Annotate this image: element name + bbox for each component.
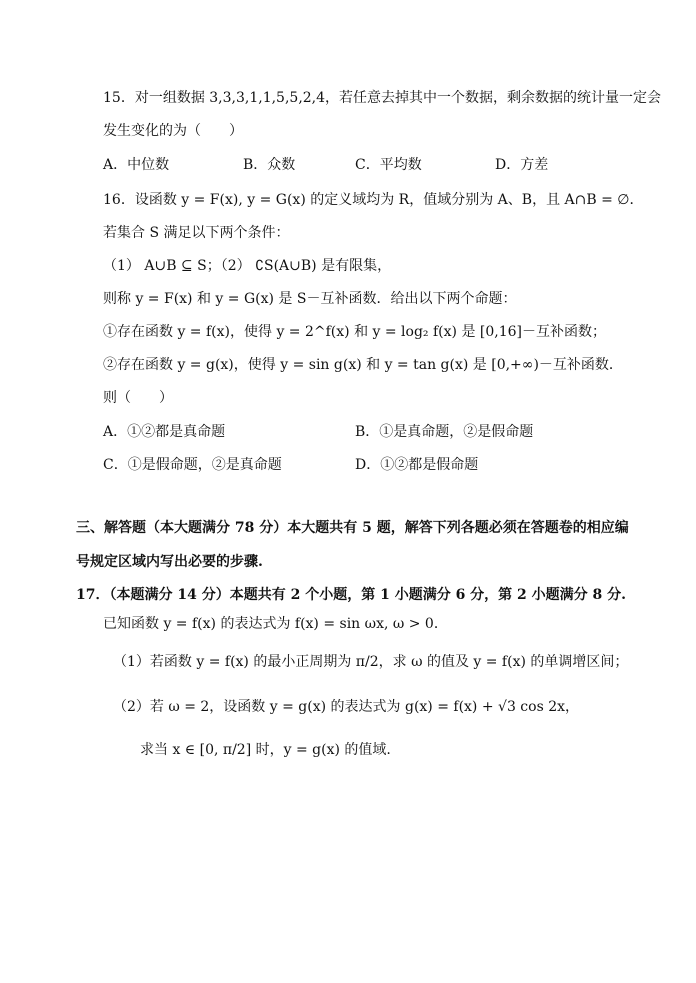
- q17-line5: 求当 x ∈ [0, π/2] 时，y = g(x) 的值域.: [140, 742, 391, 758]
- q16-line2: 若集合 S 满足以下两个条件：: [103, 225, 290, 241]
- q17-line2: 已知函数 y = f(x) 的表达式为 f(x) = sin ωx, ω > 0．: [103, 616, 448, 632]
- q15-option-b: B．众数: [243, 157, 296, 173]
- q16-line7: 则（ ）: [103, 390, 173, 406]
- q16-line3: （1） A∪B ⊆ S；（2） ∁S(A∪B) 是有限集，: [103, 258, 392, 274]
- q17-line4: （2）若 ω = 2，设函数 y = g(x) 的表达式为 g(x) = f(x) + √3 cos 2x，: [113, 699, 580, 715]
- section3-heading-line2: 号规定区域内写出必要的步骤.: [76, 554, 263, 570]
- q17-line3: （1）若函数 y = f(x) 的最小正周期为 π/2，求 ω 的值及 y = f(x) 的单调增区间；: [113, 654, 629, 670]
- q15-line2: 发生变化的为（ ）: [103, 123, 243, 139]
- q16-line5: ①存在函数 y = f(x)，使得 y = 2^f(x) 和 y = log₂ f(x) 是 [0,16]－互补函数；: [103, 324, 606, 340]
- q16-option-d: D．①②都是假命题: [355, 457, 479, 473]
- q17-line1: 17．（本题满分 14 分）本题共有 2 个小题，第 1 小题满分 6 分，第 2 小题满分 8 分.: [76, 587, 627, 603]
- q16-option-a: A．①②都是真命题: [103, 424, 226, 440]
- q15-line1: 15．对一组数据 3,3,3,1,1,5,5,2,4，若任意去掉其中一个数据，剩余数据的统计量一定会: [103, 90, 662, 106]
- q15-option-a: A．中位数: [103, 157, 170, 173]
- q16-option-b: B．①是真命题，②是假命题: [355, 424, 534, 440]
- section3-heading-line1: 三、解答题（本大题满分 78 分）本大题共有 5 题，解答下列各题必须在答题卷的相应编: [76, 520, 629, 536]
- q15-option-d: D．方差: [495, 157, 549, 173]
- q15-option-c: C．平均数: [355, 157, 422, 173]
- q16-line4: 则称 y = F(x) 和 y = G(x) 是 S－互补函数．给出以下两个命题：: [103, 291, 517, 307]
- q16-option-c: C．①是假命题，②是真命题: [103, 457, 282, 473]
- q16-line6: ②存在函数 y = g(x)，使得 y = sin g(x) 和 y = tan g(x) 是 [0,+∞)－互补函数．: [103, 357, 623, 373]
- q16-line1: 16．设函数 y = F(x), y = G(x) 的定义域均为 R，值域分别为 A、B，且 A∩B = ∅．: [103, 192, 644, 208]
